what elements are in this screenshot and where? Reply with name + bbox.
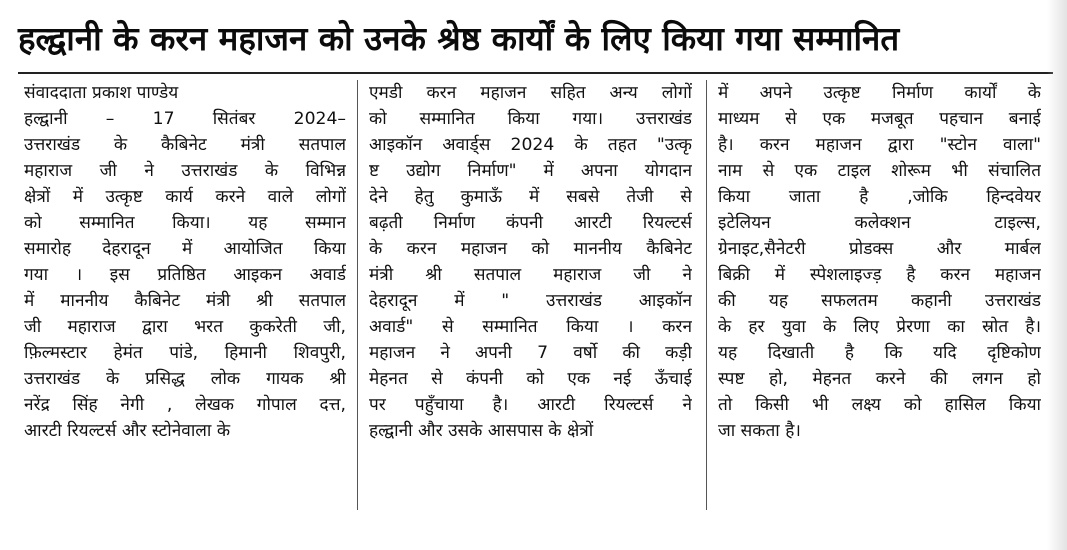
article-text-line: एमडी करन महाजन सहित अन्य लोगों [369,83,692,103]
article-text-line: क्षेत्रों में उत्कृष्ट कार्य करने वाले लोगों [24,187,346,207]
column-divider-2 [706,80,707,510]
article-text-line: है। करन महाजन द्वारा "स्टोन वाला" [718,135,1041,155]
headline-divider [18,72,1053,74]
article-text-line: की यह सफलतम कहानी उत्तराखंड [718,291,1041,311]
article-text-line: बिक्री में स्पेशलाइज्ड़ है करन महाजन [718,265,1041,285]
article-text-line: समारोह देहरादून में आयोजित किया [24,239,346,259]
article-text-line: गया । इस प्रतिष्ठित आइकन अवार्ड [24,265,346,285]
article-text-line: माध्यम से एक मजबूत पहचान बनाई [718,109,1041,129]
article-text-line: के करन महाजन को माननीय कैबिनेट [369,239,692,259]
article-text-line: आरटी रियल्टर्स और स्टोनेवाला के [24,421,231,441]
article-text-line: उत्तराखंड के कैबिनेट मंत्री सतपाल [24,135,346,155]
article-text-line: महाराज जी ने उत्तराखंड के विभिन्न [24,161,346,181]
page-edge-shadow [1047,0,1067,550]
article-text-line: फ़िल्मस्टार हेमंत पांडे, हिमानी शिवपुरी, [24,343,346,363]
article-text-line: इटेलियन कलेक्शन टाइल्स, [718,213,1041,233]
article-text-line: में माननीय कैबिनेट मंत्री श्री सतपाल [24,291,346,311]
article-text-line: मेहनत से कंपनी को एक नई ऊँचाई [369,369,692,389]
article-text-line: को सम्मानित किया गया। उत्तराखंड [369,109,692,129]
article-text-line: जी महाराज द्वारा भरत कुकरेती जी, [24,317,346,337]
article-headline: हल्द्वानी के करन महाजन को उनके श्रेष्ठ कार्यों के लिए किया गया सम्मानित [18,19,900,58]
article-text-line: पर पहुँचाया है। आरटी रियल्टर्स ने [369,395,692,415]
article-text-line: नाम से एक टाइल शोरूम भी संचालित [718,161,1041,181]
column-divider-1 [357,80,358,510]
article-column-3 [718,80,1041,520]
article-text-line: मंत्री श्री सतपाल महाराज जी ने [369,265,692,285]
article-text-line: के हर युवा के लिए प्रेरणा का स्रोत है। [718,317,1041,337]
article-text-line: हल्द्वानी और उसके आसपास के क्षेत्रों [369,421,594,441]
article-text-line: किया जाता है ,जोकि हिन्दवेयर [718,187,1041,207]
article-text-line: जा सकता है। [718,421,801,441]
article-text-line: स्पष्ट हो, मेहनत करने की लगन हो [718,369,1041,389]
article-text-line: संवाददाता प्रकाश पाण्डेय [24,83,179,103]
article-text-line: आइकॉन अवार्ड्स 2024 के तहत "उत्कृ [369,135,692,155]
article-text-line: अवार्ड" से सम्मानित किया । करन [369,317,692,337]
article-text-line: देहरादून में " उत्तराखंड आइकॉन [369,291,692,311]
article-text-line: तो किसी भी लक्ष्य को हासिल किया [718,395,1041,415]
article-text-line: हल्द्वानी – 17 सितंबर 2024– [24,109,346,129]
article-text-line: को सम्मानित किया। यह सम्मान [24,213,346,233]
article-text-line: देने हेतु कुमाऊँ में सबसे तेजी से [369,187,692,207]
article-text-line: बढ़ती निर्माण कंपनी आरटी रियल्टर्स [369,213,692,233]
article-column-1 [24,80,346,520]
article-text-line: में अपने उत्कृष्ट निर्माण कार्यों के [718,83,1041,103]
article-text-line: ग्रेनाइट,सैनेटरी प्रोडक्स और मार्बल [718,239,1041,259]
article-text-line: ष्ट उद्योग निर्माण" में अपना योगदान [369,161,692,181]
article-text-line: यह दिखाती है कि यदि दृष्टिकोण [718,343,1041,363]
article-text-line: नरेंद्र सिंह नेगी , लेखक गोपाल दत्त, [24,395,346,415]
article-text-line: महाजन ने अपनी 7 वर्षो की कड़ी [369,343,692,363]
article-column-2 [369,80,692,520]
article-text-line: उत्तराखंड के प्रसिद्ध लोक गायक श्री [24,369,346,389]
